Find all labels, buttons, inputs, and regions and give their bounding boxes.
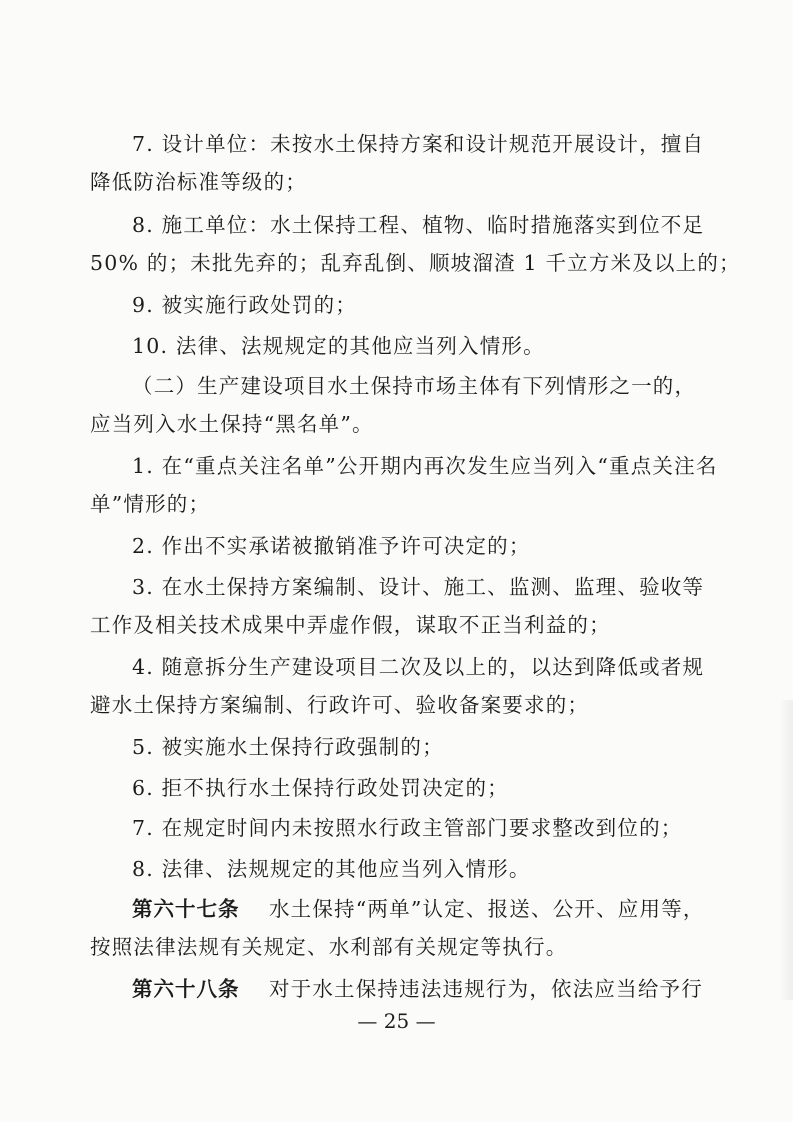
paragraph-line: 3. 在水土保持方案编制、设计、施工、监测、监理、验收等 [132, 575, 705, 599]
paragraph-line: 应当列入水土保持“黑名单”。 [90, 412, 374, 436]
paragraph-line: 5. 被实施水土保持行政强制的； [132, 735, 444, 759]
article-67-text: 水土保持“两单”认定、报送、公开、应用等， [268, 897, 705, 921]
paragraph-line: 7. 在规定时间内未按照水行政主管部门要求整改到位的； [132, 816, 683, 840]
page-number: — 25 — [357, 1009, 436, 1033]
article-68-line [132, 975, 703, 1003]
paragraph-line: （二）生产建设项目水土保持市场主体有下列情形之一的， [132, 374, 697, 398]
paragraph-line: 避水土保持方案编制、行政许可、验收备案要求的； [90, 693, 590, 717]
paragraph-line: 按照法律法规有关规定、水利部有关规定等执行。 [90, 935, 568, 959]
article-67-line [132, 895, 705, 923]
article-67-label: 第六十七条 [132, 897, 240, 921]
scan-edge-shadow [779, 700, 793, 1000]
paragraph-line: 7. 设计单位：未按水土保持方案和设计规范开展设计，擅自 [132, 132, 705, 156]
paragraph-line: 单”情形的； [90, 492, 211, 516]
paragraph-line: 6. 拒不执行水土保持行政处罚决定的； [132, 776, 509, 800]
paragraph-line: 1. 在“重点关注名单”公开期内再次发生应当列入“重点关注名 [132, 454, 718, 478]
article-68-text: 对于水土保持违法违规行为，依法应当给予行 [268, 977, 703, 1001]
paragraph-line: 10. 法律、法规规定的其他应当列入情形。 [132, 334, 545, 358]
paragraph-line: 8. 法律、法规规定的其他应当列入情形。 [132, 857, 531, 881]
article-68-label: 第六十八条 [132, 977, 240, 1001]
paragraph-line: 4. 随意拆分生产建设项目二次及以上的，以达到降低或者规 [132, 655, 705, 679]
paragraph-line: 8. 施工单位：水土保持工程、植物、临时措施落实到位不足 [132, 213, 705, 237]
paragraph-line: 2. 作出不实承诺被撤销准予许可决定的； [132, 534, 531, 558]
paragraph-line: 50% 的；未批先弃的；乱弃乱倒、顺坡溜渣 1 千立方米及以上的； [90, 251, 741, 275]
paragraph-line: 9. 被实施行政处罚的； [132, 293, 357, 317]
paragraph-line: 工作及相关技术成果中弄虚作假，谋取不正当利益的； [90, 613, 611, 637]
paragraph-line: 降低防治标准等级的； [90, 170, 307, 194]
